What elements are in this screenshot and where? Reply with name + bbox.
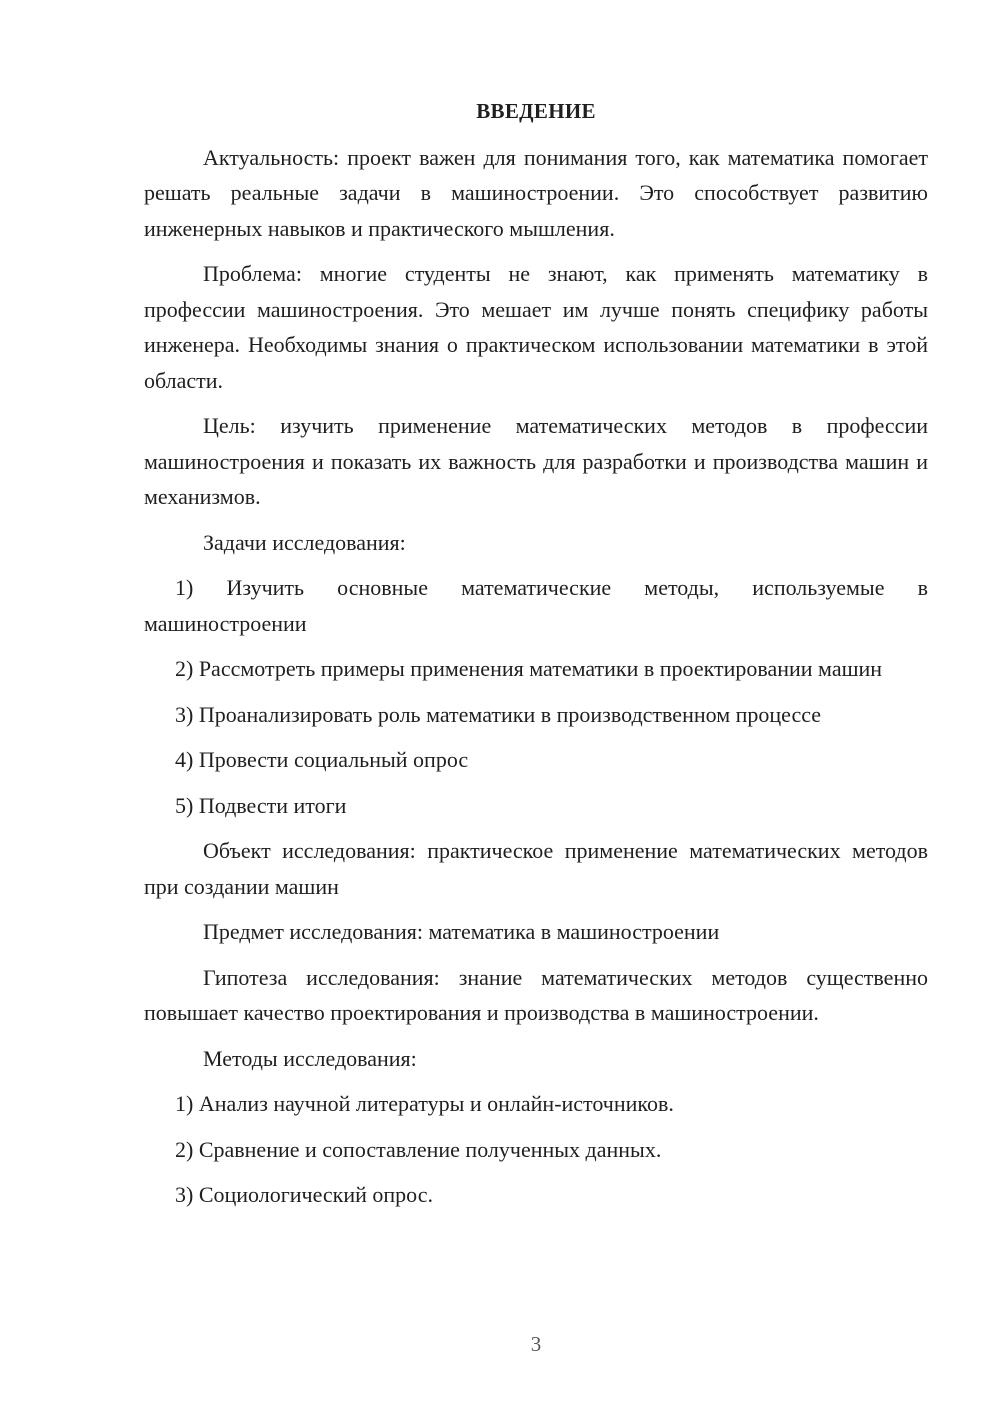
tasks-list — [144, 570, 928, 823]
task-item: 2) Рассмотреть примеры применения математики в проектировании машин — [175, 656, 883, 681]
method-item: 3) Социологический опрос. — [175, 1182, 433, 1207]
object-paragraph: Объект исследования: практическое применение математических методов при создании машин — [144, 838, 928, 899]
task-item: 3) Проанализировать роль математики в производственном процессе — [175, 701, 822, 727]
method-item: 2) Сравнение и сопоставление полученных данных. — [175, 1136, 662, 1162]
page-number: 3 — [530, 1332, 542, 1356]
hypothesis-paragraph: Гипотеза исследования: знание математических методов существенно повышает качество проектирования и производства в машиностроении. — [144, 964, 928, 1025]
task-item: 4) Провести социальный опрос — [175, 747, 469, 772]
problem-paragraph: Проблема: многие студенты не знают, как применять математику в профессии машиностроения. Это мешает им лучше понять специфику работы инженера. Необходимы знания о практическом использовании математики в этой области. — [144, 261, 928, 393]
task-item: 1) Изучить основные математические методы, используемые в машиностроении — [144, 575, 928, 636]
task-item: 5) Подвести итоги — [175, 792, 347, 818]
document-body — [144, 94, 928, 1223]
goal-paragraph: Цель: изучить применение математических методов в профессии машиностроения и показать их важность для разработки и производства машин и механизмов. — [144, 413, 928, 509]
tasks-title: Задачи исследования: — [203, 529, 406, 555]
method-item: 1) Анализ научной литературы и онлайн-источников. — [175, 1091, 674, 1116]
methods-title: Методы исследования: — [203, 1045, 417, 1071]
relevance-paragraph: Актуальность: проект важен для понимания того, как математика помогает решать реальные задачи в машиностроении. Это способствует развитию инженерных навыков и практического мышления. — [144, 144, 928, 241]
subject-paragraph: Предмет исследования: математика в машиностроении — [203, 919, 720, 944]
methods-list — [144, 1086, 928, 1213]
section-heading: ВВЕДЕНИЕ — [476, 99, 596, 123]
